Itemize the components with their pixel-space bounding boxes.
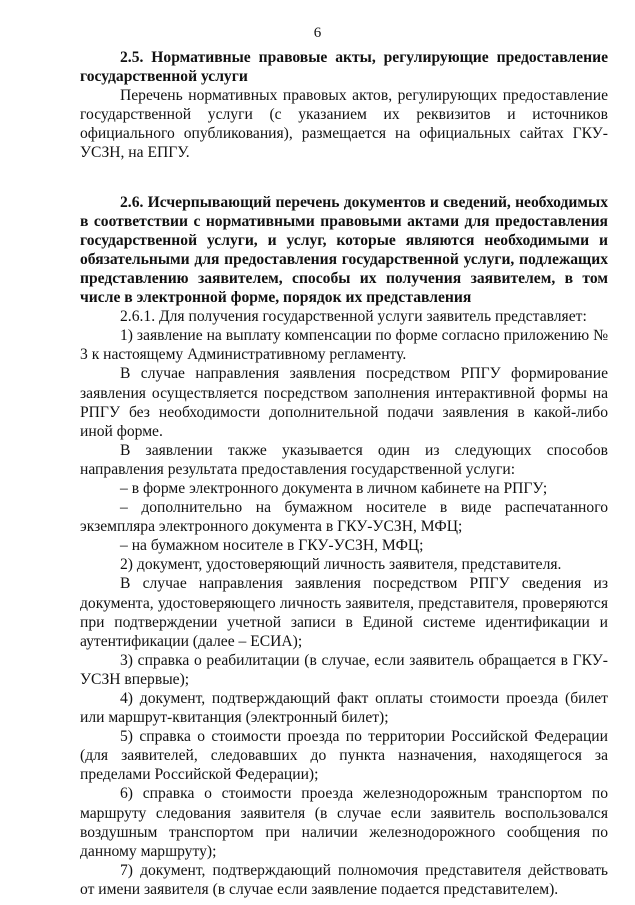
- rpgu-form-paragraph: В случае направления заявления посредством РПГУ формирование заявления осуществляется посредством заполнения интерактивной формы на РПГУ без необходимости дополнительной подачи заявления в какой-либо иной форме.: [80, 365, 608, 440]
- section-2-5-heading: 2.5. Нормативные правовые акты, регулирующие предоставление государственной услуги: [80, 49, 608, 86]
- item-1-application: 1) заявление на выплату компенсации по форме согласно приложению № 3 к настоящему Административному регламенту.: [80, 327, 608, 364]
- item-6-railway-certificate: 6) справка о стоимости проезда железнодорожным транспортом по маршруту следования заявителя (в случае если заявитель воспользовался воздушным транспортом при наличии железнодорожного сообщения по данному маршруту);: [80, 785, 608, 860]
- item-5-cost-certificate: 5) справка о стоимости проезда по территории Российской Федерации (для заявителей, следовавших до пункта назначения, находящегося за пределами Российской Федерации);: [80, 728, 608, 784]
- page-number: 6: [313, 25, 322, 41]
- paragraph-2-6-1: 2.6.1. Для получения государственной услуги заявитель представляет:: [120, 308, 587, 326]
- dash-item-paper-copy-line1: – дополнительно на бумажном носителе в виде распечатанного: [120, 499, 608, 517]
- dash-item-paper-copy: [80, 498, 608, 536]
- esia-paragraph: В случае направления заявления посредством РПГУ сведения из документа, удостоверяющего личность заявителя, представителя, проверяются при подтверждении учетной записи в Единой системе идентификации и аутентификации (далее – ЕСИА);: [80, 575, 608, 650]
- dash-item-electronic: – в форме электронного документа в личном кабинете на РПГУ;: [120, 479, 548, 497]
- item-4-payment-document: 4) документ, подтверждающий факт оплаты стоимости проезда (билет или маршрут-квитанция (электронный билет);: [80, 690, 608, 727]
- item-3-rehabilitation: 3) справка о реабилитации (в случае, если заявитель обращается в ГКУ-УСЗН впервые);: [80, 651, 608, 688]
- item-7-representative-document: 7) документ, подтверждающий полномочия представителя действовать от имени заявителя (в случае если заявление подается представителем).: [80, 861, 608, 898]
- dash-item-paper-copy-line2: экземпляра электронного документа в ГКУ-УСЗН, МФЦ;: [80, 518, 463, 536]
- section-gap: [80, 163, 608, 193]
- item-2-identity-document: 2) документ, удостоверяющий личность заявителя, представителя.: [120, 556, 562, 574]
- document-page: [80, 48, 608, 899]
- dash-item-paper: – на бумажном носителе в ГКУ-УСЗН, МФЦ;: [120, 537, 424, 555]
- section-2-5-paragraph: Перечень нормативных правовых актов, регулирующих предоставление государственной услуги (с указанием их реквизитов и источников официального опубликования), размещается на официальных сайтах ГКУ-УСЗН, на ЕПГУ.: [80, 87, 608, 162]
- result-ways-paragraph: В заявлении также указывается один из следующих способов направления результата предоставления государственной услуги:: [80, 441, 608, 478]
- section-2-6-heading: 2.6. Исчерпывающий перечень документов и сведений, необходимых в соответствии с нормативными правовыми актами для предоставления государственной услуги, и услуг, которые являются необходимыми и обязательными для предоставления государственной услуги, подлежащих представлению заявителем, способы их получения заявителем, в том числе в электронной форме, порядок их представления: [80, 193, 608, 307]
